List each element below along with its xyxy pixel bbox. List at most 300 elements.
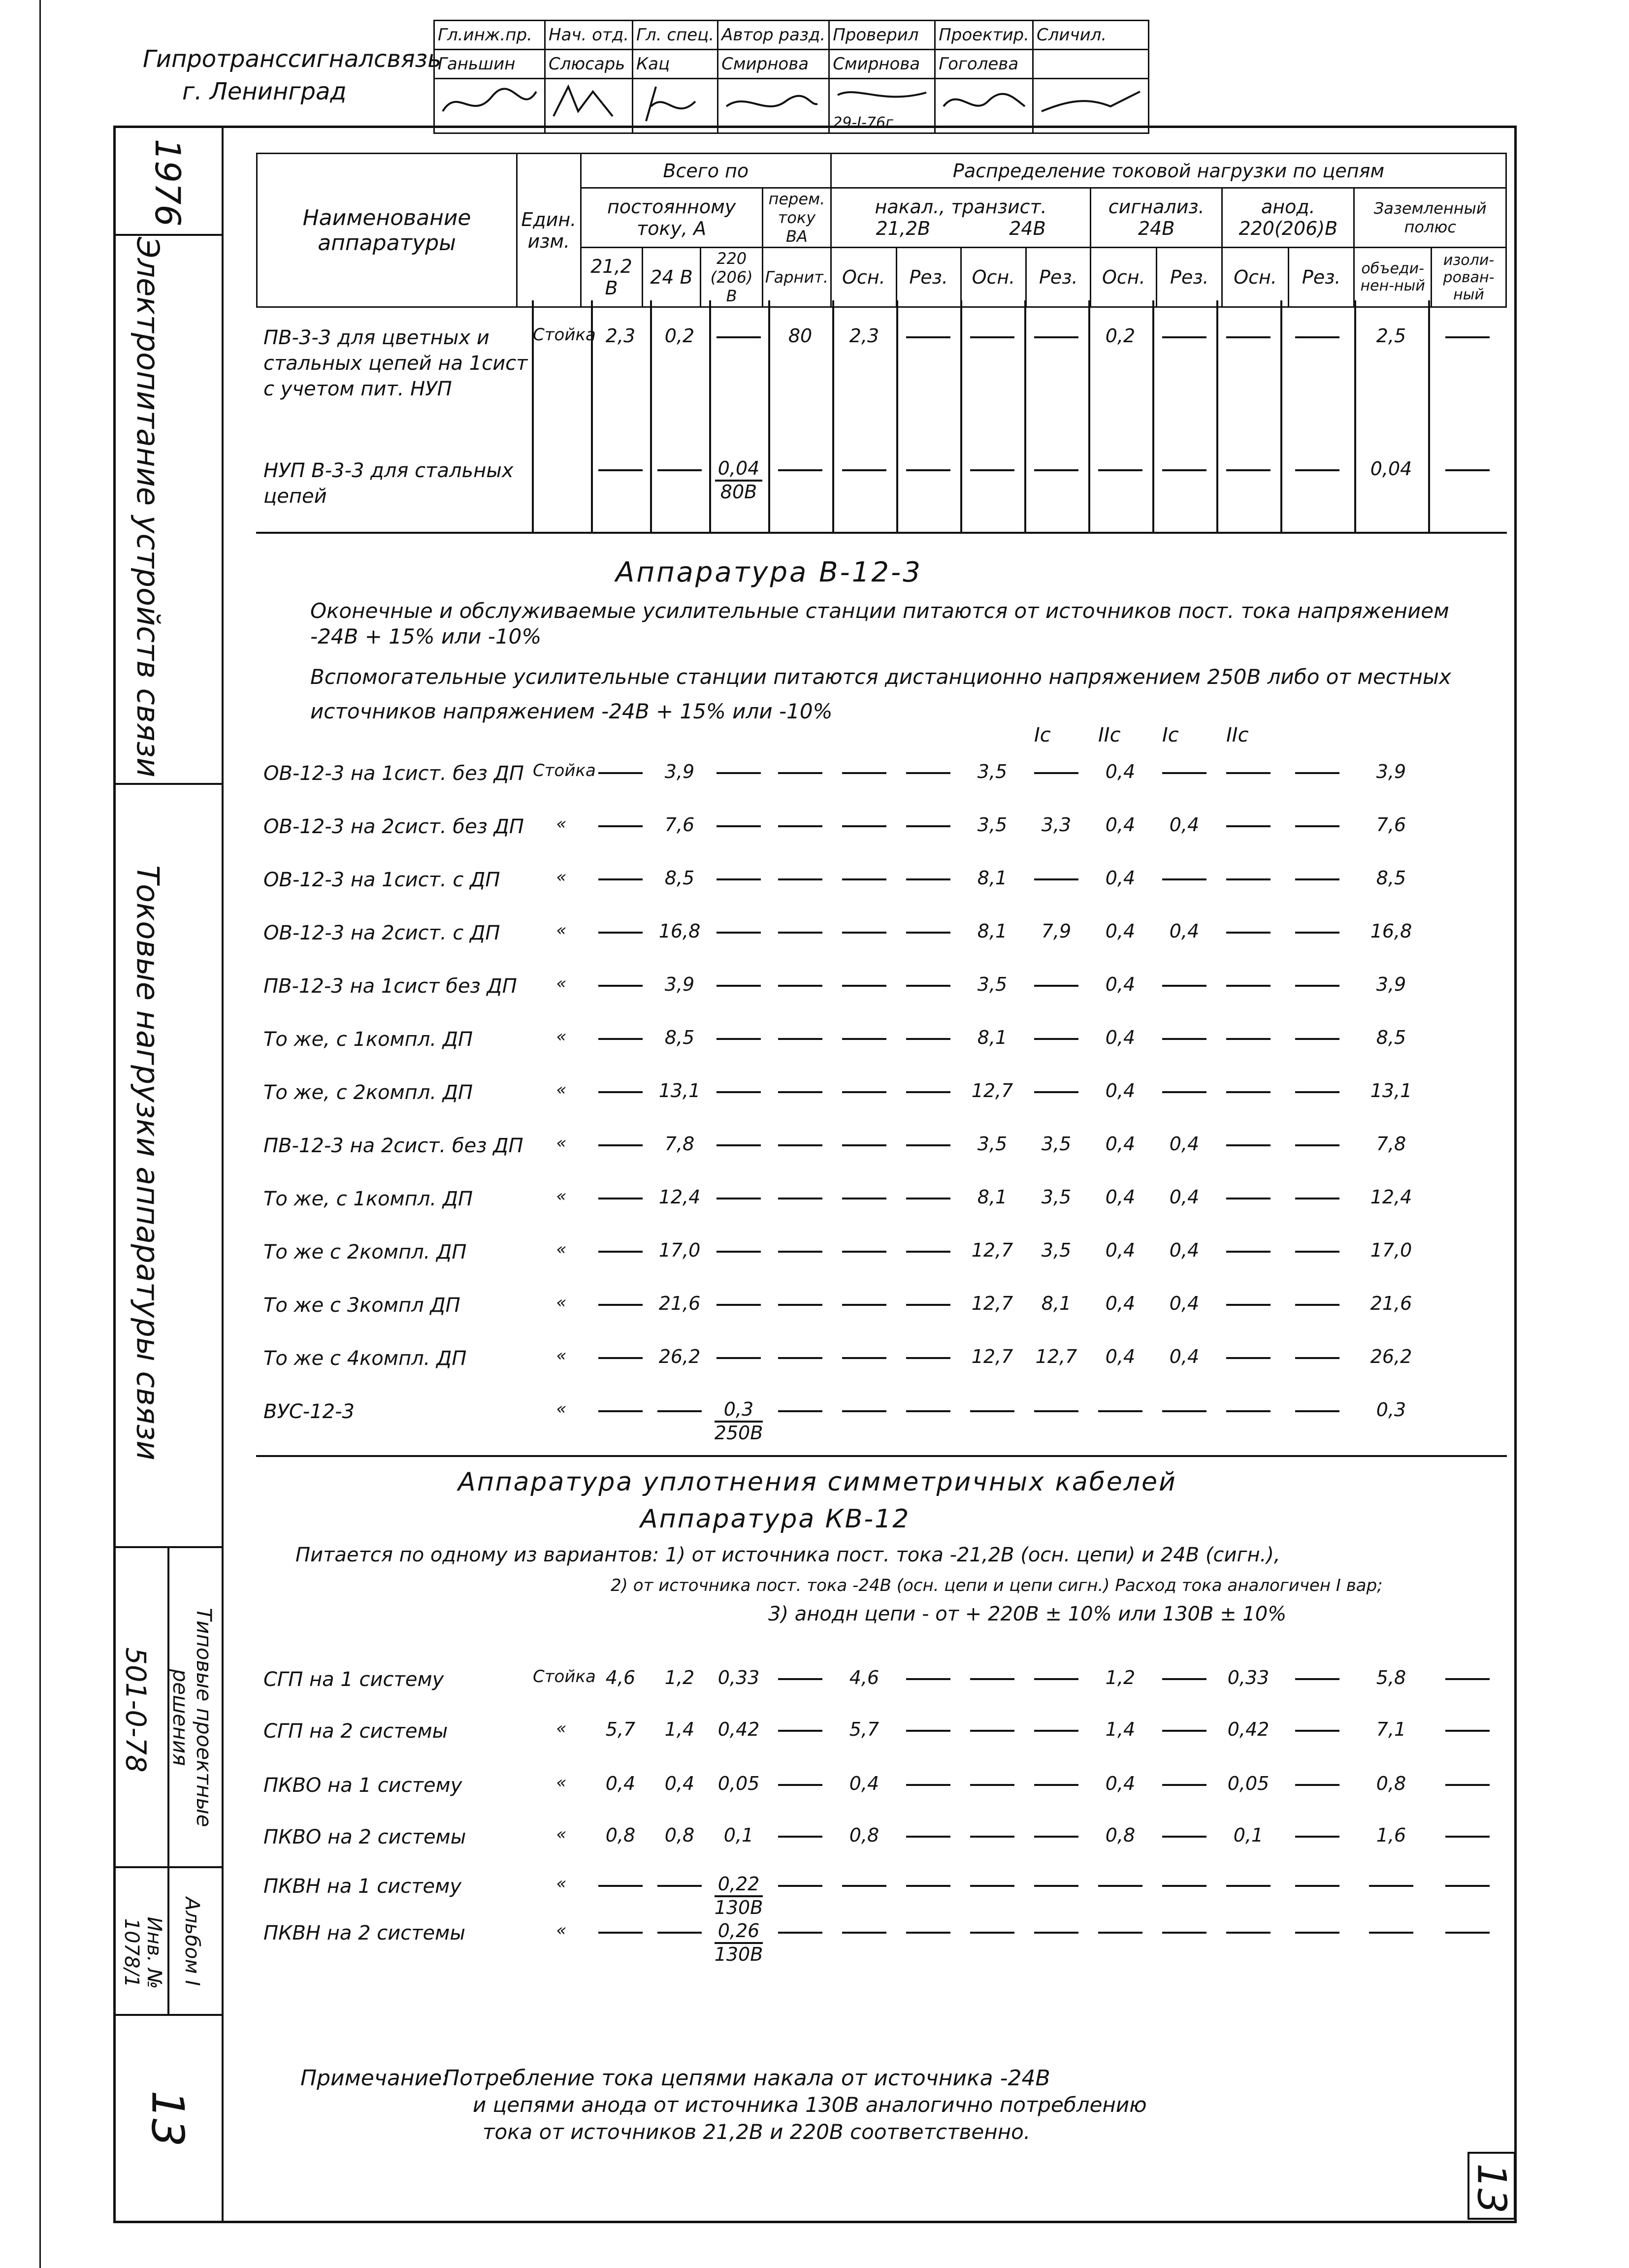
system-label: Iс xyxy=(1034,724,1051,746)
group-grounded: Заземленный полюс xyxy=(1354,188,1506,248)
row-value: 3,3 xyxy=(1041,814,1072,836)
row-value xyxy=(709,1239,768,1261)
row-value xyxy=(1216,1186,1280,1208)
row-name: То же с 4компл. ДП xyxy=(263,1347,467,1370)
row-value xyxy=(896,458,960,480)
col-osn-3: Осн. xyxy=(1091,248,1157,307)
stamp-n-4: Смирнова xyxy=(718,50,829,79)
stamp-h-7: Сличил. xyxy=(1033,21,1148,50)
col-unit: Един. изм. xyxy=(517,154,581,307)
row-value xyxy=(832,1920,896,1942)
footnote-label: Примечание: xyxy=(300,2066,450,2091)
row-value: 0,4 xyxy=(1169,1186,1200,1208)
row-value: 0,33 xyxy=(1227,1667,1270,1688)
row-value xyxy=(591,1080,650,1102)
row-value: 7,6 xyxy=(664,814,695,836)
row-value: 12,4 xyxy=(1370,1186,1412,1208)
row-value: 8,1 xyxy=(1041,1293,1072,1314)
left-edge-line xyxy=(39,0,41,2268)
row-value xyxy=(896,761,960,782)
row-value xyxy=(1280,814,1354,836)
row-value: 3,5 xyxy=(1041,1186,1072,1208)
row-value xyxy=(1088,1920,1152,1942)
row-value xyxy=(1428,1667,1507,1688)
row-value xyxy=(591,920,650,942)
row-value xyxy=(896,1133,960,1155)
row-value xyxy=(1024,1027,1088,1048)
row-value: 12,7 xyxy=(971,1080,1013,1102)
group-signal: сигнализ. 24В xyxy=(1091,188,1222,248)
row-value xyxy=(709,1027,768,1048)
row-value xyxy=(832,1293,896,1314)
row-unit: « xyxy=(556,1293,567,1312)
row-value xyxy=(896,867,960,889)
row-value: $\frac{0,22}{130В}$ xyxy=(714,1873,763,1918)
row-value xyxy=(1280,1186,1354,1208)
row-value xyxy=(1024,761,1088,782)
row-value: 12,7 xyxy=(1035,1346,1077,1367)
row-value xyxy=(768,1186,832,1208)
row-value xyxy=(591,1399,650,1421)
org-city: г. Ленинград xyxy=(182,78,347,105)
load-table-header xyxy=(256,153,1507,308)
row-value xyxy=(1216,1874,1280,1895)
sign-date: 29-I-76г xyxy=(833,114,893,131)
row-name: То же с 2компл. ДП xyxy=(263,1241,467,1264)
stamp-h-4: Автор разд. xyxy=(718,21,829,50)
row-value xyxy=(650,458,709,480)
row-value xyxy=(1216,920,1280,942)
row-value xyxy=(1088,458,1152,480)
row-value xyxy=(709,1346,768,1367)
row-value xyxy=(1280,1874,1354,1895)
row-value: 1,6 xyxy=(1376,1824,1406,1846)
row-name: То же, с 2компл. ДП xyxy=(263,1081,473,1104)
row-value xyxy=(1152,867,1216,889)
inventory-number: Инв. № 1078/1 xyxy=(120,1916,165,1989)
row-value xyxy=(1354,1874,1428,1895)
row-name: ПКВО на 1 систему xyxy=(263,1774,462,1797)
album: Альбом I xyxy=(181,1897,203,1986)
row-value xyxy=(1216,458,1280,480)
row-value xyxy=(1024,1080,1088,1102)
row-value: 4,6 xyxy=(849,1667,880,1688)
row-value xyxy=(768,1667,832,1688)
b12-note-2: Вспомогательные усилительные станции питаются дистанционно напряжением 250В либо от местных источников напряжением -24В + 15% или -10% xyxy=(310,660,1453,729)
row-name: ПВ-3-3 для цветных и стальных цепей на 1сист с учетом пит. НУП xyxy=(263,326,528,400)
row-value: 0,3 xyxy=(1376,1399,1406,1421)
row-value xyxy=(896,1080,960,1102)
col-rez-2: Рез. xyxy=(1026,248,1091,307)
row-value: 0,4 xyxy=(1105,1773,1136,1794)
row-unit: « xyxy=(556,1773,567,1792)
row-value: 3,5 xyxy=(1041,1133,1072,1155)
col-grounded-joint: объеди-нен-ный xyxy=(1354,248,1432,307)
row-value xyxy=(896,973,960,995)
row-value xyxy=(832,761,896,782)
row-value xyxy=(1216,1399,1280,1421)
row-value xyxy=(832,1346,896,1367)
row-value xyxy=(1428,1718,1507,1740)
row-value: 8,1 xyxy=(977,1027,1008,1048)
row-value xyxy=(832,1133,896,1155)
row-name: То же, с 1компл. ДП xyxy=(263,1028,473,1051)
row-value xyxy=(1216,973,1280,995)
row-value xyxy=(768,1718,832,1740)
row-value: 0,4 xyxy=(605,1773,636,1794)
row-unit: Стойка xyxy=(533,325,596,345)
row-value xyxy=(896,1874,960,1895)
row-value xyxy=(1280,1027,1354,1048)
row-value xyxy=(1152,1080,1216,1102)
row-value xyxy=(1216,1080,1280,1102)
row-value xyxy=(1280,1824,1354,1846)
row-value xyxy=(1152,973,1216,995)
col-dc-21: 21,2 В xyxy=(581,248,642,307)
row-unit: « xyxy=(556,1920,567,1940)
row-name: ОВ-12-3 на 2сист. без ДП xyxy=(263,815,524,838)
row-value xyxy=(1152,761,1216,782)
row-value xyxy=(1152,1920,1216,1942)
row-value xyxy=(896,1399,960,1421)
row-value xyxy=(591,458,650,480)
row-value: 0,4 xyxy=(1105,1080,1136,1102)
row-value: 0,2 xyxy=(664,325,695,347)
row-value xyxy=(591,1027,650,1048)
stamp-h-2: Нач. отд. xyxy=(545,21,633,50)
org-name: Гипротранссигналсвязь xyxy=(143,45,442,73)
row-value xyxy=(1428,1920,1507,1942)
row-value xyxy=(1024,1718,1088,1740)
stamp-headers xyxy=(434,21,1149,50)
row-value: 0,2 xyxy=(1105,325,1136,347)
row-value xyxy=(896,1239,960,1261)
signature-7 xyxy=(1033,79,1148,133)
row-value: 3,5 xyxy=(977,761,1008,782)
row-value xyxy=(1354,1920,1428,1942)
row-value xyxy=(1152,1718,1216,1740)
row-value xyxy=(1280,920,1354,942)
row-value: 0,4 xyxy=(1105,920,1136,942)
row-value xyxy=(650,1874,709,1895)
group-anode: анод. 220(206)В xyxy=(1222,188,1354,248)
row-value xyxy=(896,1027,960,1048)
row-value xyxy=(709,920,768,942)
row-value xyxy=(768,1346,832,1367)
row-value xyxy=(768,973,832,995)
row-name: НУП В-3-3 для стальных цепей xyxy=(263,459,514,508)
row-value xyxy=(709,325,768,347)
system-label: Iс xyxy=(1162,724,1179,746)
side-title-1: Электропитание устройств связи xyxy=(130,237,166,778)
row-value xyxy=(832,973,896,995)
row-value xyxy=(1280,1920,1354,1942)
row-value: $\frac{0,04}{80В}$ xyxy=(709,458,768,503)
row-value: 21,6 xyxy=(1370,1293,1412,1314)
col-dc: постоянному току, А xyxy=(581,188,762,248)
row-value xyxy=(832,1874,896,1895)
row-value xyxy=(1280,1346,1354,1367)
row-value xyxy=(1428,325,1507,347)
row-value xyxy=(1280,458,1354,480)
row-value: 5,8 xyxy=(1376,1667,1406,1688)
row-value xyxy=(1152,1773,1216,1794)
row-value: 0,33 xyxy=(717,1667,760,1688)
row-value xyxy=(1280,325,1354,347)
row-value: 0,05 xyxy=(1227,1773,1270,1794)
row-value xyxy=(1280,1773,1354,1794)
col-rez-4: Рез. xyxy=(1289,248,1354,307)
row-value: 4,6 xyxy=(605,1667,636,1688)
row-value: 0,8 xyxy=(664,1824,695,1846)
row-unit: « xyxy=(556,1080,567,1100)
row-value xyxy=(768,867,832,889)
signature-6 xyxy=(935,79,1033,133)
stamp-h-3: Гл. спец. xyxy=(633,21,718,50)
row-value xyxy=(1216,814,1280,836)
volt-21: 21,2В xyxy=(876,218,931,239)
row-unit: « xyxy=(556,1874,567,1893)
row-value: 0,05 xyxy=(717,1773,760,1794)
row-value: 17,0 xyxy=(658,1239,701,1261)
row-value xyxy=(709,761,768,782)
row-value xyxy=(832,1399,896,1421)
row-value: 0,4 xyxy=(1105,1186,1136,1208)
row-unit: « xyxy=(556,920,567,940)
row-value xyxy=(768,1027,832,1048)
kv-title-2: Аппаратура КВ-12 xyxy=(640,1504,911,1534)
row-value: 2,5 xyxy=(1376,325,1406,347)
row-value xyxy=(768,1239,832,1261)
side-div-2 xyxy=(113,783,222,785)
row-value xyxy=(960,1399,1024,1421)
row-value: 3,9 xyxy=(664,761,695,782)
row-value: 0,4 xyxy=(849,1773,880,1794)
row-value xyxy=(832,1239,896,1261)
col-rez-3: Рез. xyxy=(1157,248,1222,307)
row-value xyxy=(1216,1239,1280,1261)
row-value: 0,4 xyxy=(1169,1239,1200,1261)
row-value xyxy=(1024,867,1088,889)
row-value xyxy=(650,1920,709,1942)
row-value xyxy=(832,1186,896,1208)
row-value: 8,5 xyxy=(1376,867,1406,889)
row-name: ПКВН на 2 системы xyxy=(263,1922,465,1944)
row-value xyxy=(896,325,960,347)
row-value xyxy=(1024,1920,1088,1942)
row-value xyxy=(591,973,650,995)
page-frame xyxy=(113,126,1517,2223)
row-value: 3,9 xyxy=(664,973,695,995)
row-value xyxy=(960,325,1024,347)
row-value xyxy=(896,920,960,942)
row-unit: « xyxy=(556,867,567,887)
row-value xyxy=(1216,1027,1280,1048)
row-value xyxy=(960,1874,1024,1895)
row-value xyxy=(896,1293,960,1314)
row-value xyxy=(591,1346,650,1367)
row-value xyxy=(1152,1667,1216,1688)
row-value xyxy=(1280,761,1354,782)
row-value: 12,7 xyxy=(971,1346,1013,1367)
volt-24: 24В xyxy=(1009,218,1046,239)
row-name: То же, с 1компл. ДП xyxy=(263,1188,473,1210)
row-value: 8,5 xyxy=(1376,1027,1406,1048)
col-osn-4: Осн. xyxy=(1222,248,1289,307)
row-value: 0,4 xyxy=(1105,1133,1136,1155)
row-value xyxy=(960,458,1024,480)
stamp-n-2: Слюсарь xyxy=(545,50,633,79)
row-value xyxy=(1024,1667,1088,1688)
row-value xyxy=(768,1824,832,1846)
row-value xyxy=(1216,1920,1280,1942)
row-value xyxy=(591,1133,650,1155)
col-total: Всего по xyxy=(581,154,831,188)
row-value: 1,2 xyxy=(1105,1667,1136,1688)
row-value xyxy=(1280,1080,1354,1102)
row-value: 7,8 xyxy=(1376,1133,1406,1155)
row-unit: « xyxy=(556,1824,567,1844)
row-value xyxy=(1428,1773,1507,1794)
row-value xyxy=(1024,1399,1088,1421)
row-value: 80 xyxy=(788,325,813,347)
row-value xyxy=(709,1080,768,1102)
row-value xyxy=(591,1186,650,1208)
row-value xyxy=(709,867,768,889)
row-value xyxy=(768,761,832,782)
row-value xyxy=(896,1667,960,1688)
row-value: 5,7 xyxy=(605,1718,636,1740)
row-value xyxy=(832,1080,896,1102)
col-grounded-iso: изоли-рован-ный xyxy=(1432,248,1506,307)
signature-3 xyxy=(633,79,718,133)
row-value: 7,9 xyxy=(1041,920,1072,942)
group-filament: накал., транзист. 21,2В 24В xyxy=(831,188,1091,248)
row-name: ПКВН на 1 систему xyxy=(263,1875,461,1898)
row-unit: « xyxy=(556,1027,567,1046)
signature-4 xyxy=(718,79,829,133)
row-value: 0,1 xyxy=(723,1824,754,1846)
row-value: 3,9 xyxy=(1376,761,1406,782)
row-value xyxy=(768,1080,832,1102)
row-value xyxy=(591,761,650,782)
row-unit: « xyxy=(556,1239,567,1259)
row-value: 8,1 xyxy=(977,1186,1008,1208)
row-value: 5,7 xyxy=(849,1718,880,1740)
row-value xyxy=(1152,458,1216,480)
row-name: ПВ-12-3 на 1сист без ДП xyxy=(263,975,517,998)
side-title-2: Токовые нагрузки аппаратуры связи xyxy=(130,865,166,1460)
col-osn-1: Осн. xyxy=(831,248,897,307)
series-head: Типовые проектные решения xyxy=(168,1608,216,1827)
kv-note-3: 3) анодн цепи - от + 220В ± 10% или 130В ± 10% xyxy=(768,1603,1287,1625)
row-value xyxy=(1152,1027,1216,1048)
row-value xyxy=(1280,1133,1354,1155)
row-value: 3,9 xyxy=(1376,973,1406,995)
row-value xyxy=(709,1133,768,1155)
row-value: 0,4 xyxy=(1169,814,1200,836)
row-value: 0,8 xyxy=(1105,1824,1136,1846)
row-value: 12,7 xyxy=(971,1239,1013,1261)
row-value xyxy=(1216,1133,1280,1155)
row-value: 16,8 xyxy=(658,920,701,942)
row-value xyxy=(1024,1824,1088,1846)
row-value: 13,1 xyxy=(658,1080,701,1102)
kv-title-1: Аппаратура уплотнения симметричных кабелей xyxy=(458,1467,1177,1497)
stamp-names xyxy=(434,50,1149,79)
row-value xyxy=(1280,1239,1354,1261)
row-unit: « xyxy=(556,973,567,993)
row-value: 0,4 xyxy=(1105,1346,1136,1367)
row-value: 0,8 xyxy=(849,1824,880,1846)
col-dc-220: 220 (206) В xyxy=(701,248,762,307)
row-value xyxy=(896,1773,960,1794)
row-value xyxy=(1152,1399,1216,1421)
row-value xyxy=(591,1293,650,1314)
row-value xyxy=(1216,325,1280,347)
row-value xyxy=(1428,1874,1507,1895)
row-value xyxy=(1024,1773,1088,1794)
row-value: 0,4 xyxy=(1169,1293,1200,1314)
row-value: 8,5 xyxy=(664,867,695,889)
stamp-h-6: Проектир. xyxy=(935,21,1033,50)
row-value: 7,6 xyxy=(1376,814,1406,836)
row-value: 0,4 xyxy=(1105,973,1136,995)
stamp-h-1: Гл.инж.пр. xyxy=(434,21,545,50)
row-value: 3,5 xyxy=(977,814,1008,836)
row-value xyxy=(1280,1293,1354,1314)
row-value xyxy=(768,814,832,836)
footnote-line-3: тока от источников 21,2В и 220В соответственно. xyxy=(483,2120,1031,2144)
page-number: 13 xyxy=(1468,2163,1515,2214)
row-value: 0,4 xyxy=(1105,1027,1136,1048)
row-name: СГП на 1 систему xyxy=(263,1668,444,1691)
col-name: Наименование аппаратуры xyxy=(257,154,517,307)
row-value xyxy=(960,1773,1024,1794)
row-value: 3,5 xyxy=(977,1133,1008,1155)
row-value: 0,42 xyxy=(1227,1718,1270,1740)
col-ac: перем. току ВА xyxy=(762,188,831,248)
col-ac-garn: Гарнит. xyxy=(762,248,831,307)
row-value xyxy=(832,920,896,942)
top-block-bottom xyxy=(256,532,1507,534)
row-value: 3,5 xyxy=(977,973,1008,995)
row-name: ОВ-12-3 на 2сист. с ДП xyxy=(263,922,500,944)
row-value xyxy=(1152,325,1216,347)
row-value xyxy=(1088,1874,1152,1895)
row-value: 0,4 xyxy=(1105,761,1136,782)
row-value xyxy=(1024,458,1088,480)
row-unit: « xyxy=(556,1718,567,1738)
row-value xyxy=(1216,1346,1280,1367)
series-code: 501-0-78 xyxy=(119,1647,152,1773)
row-value xyxy=(768,1874,832,1895)
b12-title: Аппаратура В-12-3 xyxy=(616,556,922,588)
signature-1 xyxy=(434,79,545,133)
row-value xyxy=(896,1186,960,1208)
col-distribution: Распределение токовой нагрузки по цепям xyxy=(831,154,1506,188)
row-value xyxy=(1216,1293,1280,1314)
row-value xyxy=(832,1027,896,1048)
row-value: 0,4 xyxy=(664,1773,695,1794)
row-value: 0,8 xyxy=(605,1824,636,1846)
row-value xyxy=(960,1920,1024,1942)
signature-2 xyxy=(545,79,633,133)
approval-stamp xyxy=(433,20,1149,134)
row-value: 8,1 xyxy=(977,920,1008,942)
row-value: 1,2 xyxy=(664,1667,695,1688)
row-value: 8,1 xyxy=(977,867,1008,889)
